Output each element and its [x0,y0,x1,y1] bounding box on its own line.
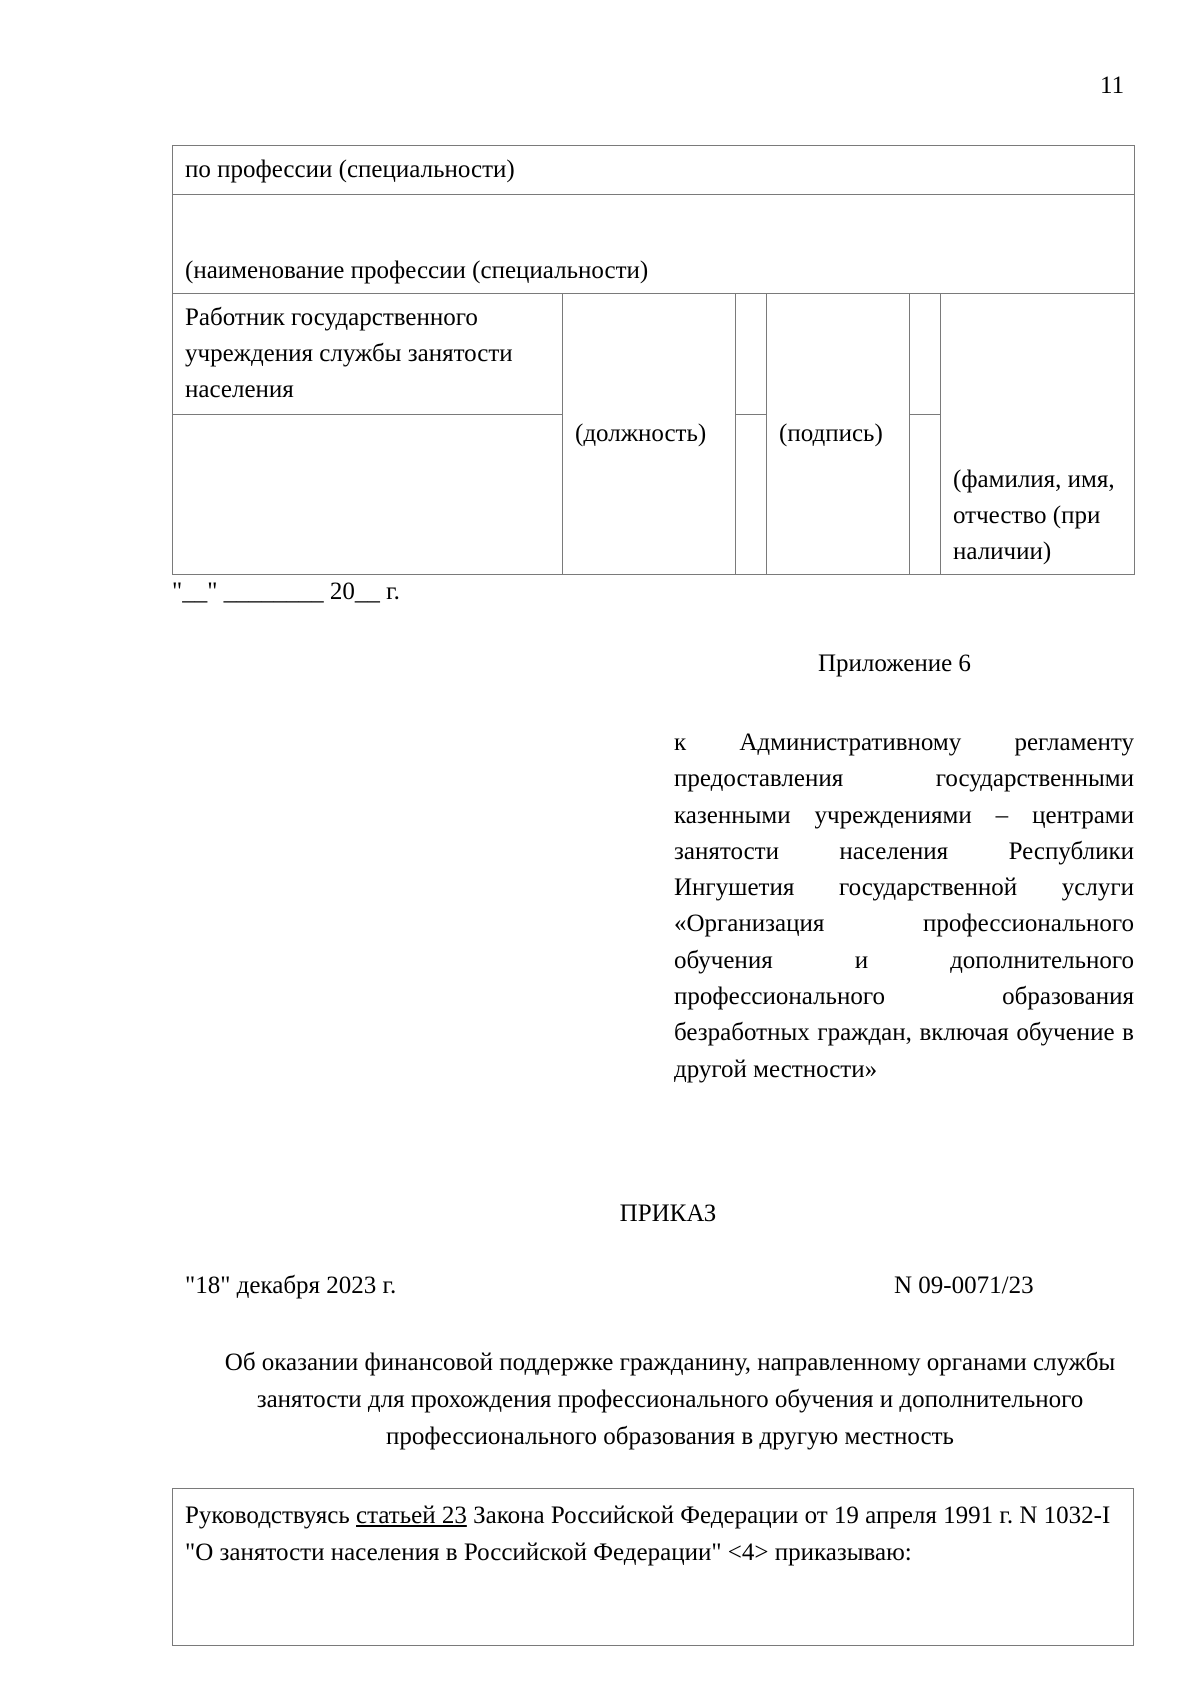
profession-label: по профессии (специальности) [185,156,515,183]
basis-prefix: Руководствуясь [185,1502,357,1529]
order-number: N 09-0071/23 [894,1272,1034,1299]
profession-name-cell[interactable] [173,195,1135,294]
page-number: 11 [1100,72,1125,99]
basis-suffix: Закона Российской Федерации от 19 апреля 1991 г. N 1032-I "О занятости населения в Российской Федерации" <4> приказываю: [185,1502,1111,1566]
spacer-cell [736,294,767,415]
worker-label: Работник государственного учреждения службы занятости населения [185,304,513,403]
signature-caption: (подпись) [779,420,883,447]
order-title: ПРИКАЗ [619,1200,717,1227]
appendix-title: Приложение 6 [818,650,971,677]
spacer-cell [736,415,767,575]
spacer-cell [910,294,941,415]
order-basis-box [172,1488,1134,1646]
appendix-body: к Административному регламенту предоставления государственными казенными учреждениями – центрами занятости населения Республики Ингушетия государственной услуги «Организация профессионального обучения и дополнительного профессионального образования безработных граждан, включая обучение в другой местности» [674,729,1134,1083]
profession-signature-table [172,145,1135,575]
signature-cell[interactable] [767,294,910,575]
fullname-cell[interactable] [941,294,1135,575]
worker-label-cell [173,294,563,415]
date-line: "__" ________ 20__ г. [172,578,400,605]
spacer-cell [910,415,941,575]
position-caption: (должность) [575,420,707,447]
profession-label-cell [173,146,1135,195]
order-subject: Об оказании финансовой поддержке гражданину, направленному органами службы занятости для прохождения профессионального обучения и дополнительного профессионального образования в другую местность [224,1349,1116,1450]
profession-name-caption: (наименование профессии (специальности) [185,257,649,284]
position-cell[interactable] [563,294,736,575]
order-date: "18" декабря 2023 г. [185,1272,397,1299]
worker-empty-cell [173,415,563,575]
fullname-caption: (фамилия, имя, отчество (при наличии) [953,466,1115,565]
law-article-link[interactable]: статьей 23 [356,1502,467,1529]
